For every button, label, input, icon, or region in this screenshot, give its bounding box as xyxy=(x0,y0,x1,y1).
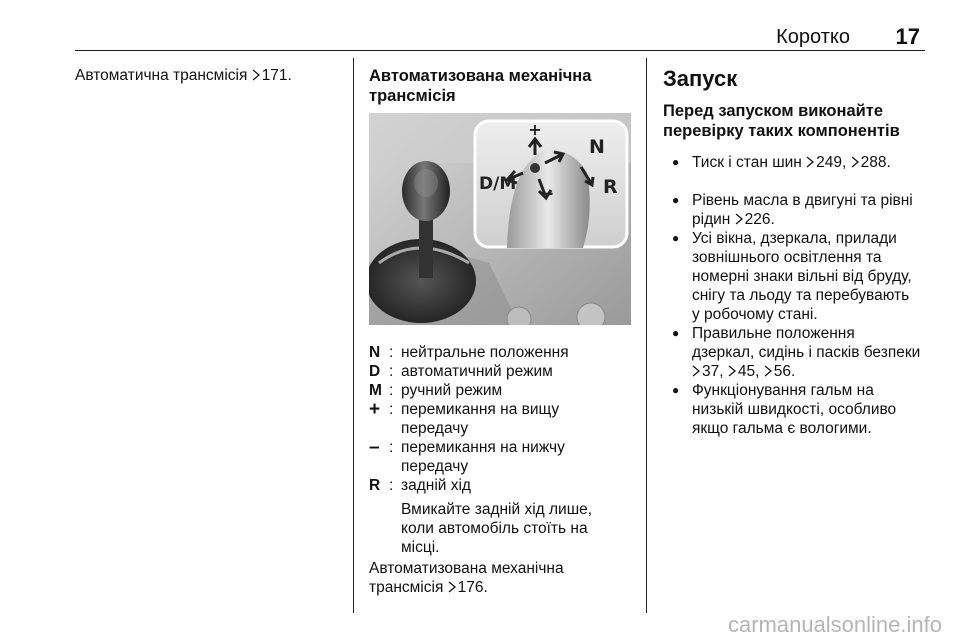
page-ref-arrow-icon xyxy=(764,365,772,377)
page-number: 17 xyxy=(895,24,920,49)
legend-colon: : xyxy=(389,401,394,418)
page-ref[interactable]: 56. xyxy=(773,363,796,380)
checklist-line xyxy=(692,400,942,419)
legend-text xyxy=(401,343,631,362)
legend-line: перемикання на нижчу xyxy=(401,439,565,456)
legend-line: автоматичний режим xyxy=(401,363,553,380)
figure-label-plus: + xyxy=(528,120,542,139)
footer-line xyxy=(369,578,639,597)
left-text: Автоматична трансмісія xyxy=(75,67,248,84)
page-ref[interactable]: 288. xyxy=(860,154,891,171)
page-ref-arrow-icon xyxy=(728,365,736,377)
reverse-note xyxy=(401,500,636,557)
subheading-line: Перед запуском виконайте xyxy=(663,102,884,120)
checklist-segment: якщо гальма є вологими. xyxy=(692,420,872,437)
bullet-icon: ● xyxy=(672,193,680,207)
checklist-line xyxy=(692,229,942,248)
heading-line: Автоматизована механічна xyxy=(369,67,592,85)
checklist-text xyxy=(692,229,942,324)
column-divider-left xyxy=(353,58,354,613)
checklist-segment: зовнішнього освітлення та xyxy=(692,249,882,266)
footer-text: трансмісія xyxy=(369,579,444,596)
legend-text xyxy=(401,400,631,438)
page-ref-arrow-icon xyxy=(448,581,456,593)
checklist-text xyxy=(692,324,942,381)
checklist-segment: рідин xyxy=(692,211,735,228)
checklist-line xyxy=(692,324,942,343)
checklist-line xyxy=(692,191,942,210)
running-header-title: Коротко xyxy=(776,26,850,48)
page-ref[interactable]: 226. xyxy=(744,211,775,228)
legend-line: задній хід xyxy=(401,477,471,494)
page-ref[interactable]: 37, xyxy=(702,363,728,380)
footer-line: Автоматизована механічна xyxy=(369,560,564,577)
legend-colon: : xyxy=(389,477,394,494)
legend-colon: : xyxy=(389,382,394,399)
checklist-text xyxy=(692,191,942,229)
figure-label-minus: – xyxy=(544,183,554,204)
checklist-segment: снігу та льоду та перебувають xyxy=(692,287,910,304)
figure-label-dm: D/M xyxy=(479,174,517,194)
legend-line: передачу xyxy=(401,420,469,437)
checklist-line xyxy=(692,248,942,267)
left-ref[interactable]: 171. xyxy=(261,67,292,84)
legend-text xyxy=(401,476,631,495)
checklist-line xyxy=(692,362,942,381)
legend-key: D xyxy=(369,363,381,380)
checklist-line xyxy=(692,419,942,438)
checklist-segment: низькій швидкості, особливо xyxy=(692,401,897,418)
heading-line: трансмісія xyxy=(369,87,456,105)
note-line: Вмикайте задній хід лише, xyxy=(401,501,593,518)
section-heading-start: Запуск xyxy=(663,66,738,91)
checklist-line xyxy=(692,381,942,400)
figure-label-n: N xyxy=(589,136,605,158)
checklist-text xyxy=(692,381,942,438)
legend-line: ручний режим xyxy=(401,382,503,399)
page-ref-arrow-icon xyxy=(692,365,700,377)
legend-text xyxy=(401,438,631,476)
header-rule xyxy=(75,50,925,51)
page-ref-arrow-icon xyxy=(735,213,743,225)
checklist-line xyxy=(692,305,942,324)
page-ref-arrow-icon xyxy=(851,156,859,168)
watermark: carmanualsonline.info xyxy=(727,612,942,637)
gear-selector-figure xyxy=(369,113,631,325)
legend-line: перемикання на вищу xyxy=(401,401,560,418)
checklist-segment: Правильне положення xyxy=(692,325,855,342)
bullet-icon: ● xyxy=(672,383,680,397)
footer-ref[interactable]: 176. xyxy=(457,579,488,596)
legend-colon: : xyxy=(389,363,394,380)
page-ref[interactable]: 45, xyxy=(737,363,764,380)
page-ref-arrow-icon xyxy=(252,69,260,81)
checklist-segment: Функціонування гальм на xyxy=(692,382,874,399)
checklist-segment: у робочому стані. xyxy=(692,306,818,323)
bullet-icon: ● xyxy=(672,326,680,340)
checklist-line xyxy=(692,210,942,229)
bullet-icon: ● xyxy=(672,155,680,169)
legend-line: нейтральне положення xyxy=(401,344,569,361)
note-line: місці. xyxy=(401,539,440,556)
legend-text xyxy=(401,381,631,400)
column-divider-right xyxy=(646,58,647,613)
legend-colon: : xyxy=(389,439,394,456)
checklist-segment: Рівень масла в двигуні та рівні xyxy=(692,192,913,209)
legend-colon: : xyxy=(389,344,394,361)
note-line: коли автомобіль стоїть на xyxy=(401,520,588,537)
page-ref-arrow-icon xyxy=(806,156,814,168)
legend-key: + xyxy=(369,399,381,420)
bullet-icon: ● xyxy=(672,231,680,245)
checklist-text xyxy=(692,153,942,172)
checklist-line xyxy=(692,153,942,172)
legend-key: M xyxy=(369,382,382,399)
amt-cross-reference xyxy=(369,559,639,597)
subheading-checks xyxy=(663,101,900,141)
checklist-line xyxy=(692,286,942,305)
legend-key: R xyxy=(369,477,381,494)
legend-key: N xyxy=(369,344,381,361)
figure-label-r: R xyxy=(603,176,618,198)
checklist-segment: дзеркал, сидінь і пасків безпеки xyxy=(692,344,921,361)
checklist-segment: Тиск і стан шин xyxy=(692,154,807,171)
left-column-text xyxy=(75,66,292,85)
section-heading-amt xyxy=(369,66,591,106)
legend-key: – xyxy=(369,437,380,458)
legend-text xyxy=(401,362,631,381)
checklist-line xyxy=(692,267,942,286)
subheading-line: перевірку таких компонентів xyxy=(663,122,900,140)
knob-center-icon xyxy=(530,163,540,173)
checklist-line xyxy=(692,343,942,362)
legend-line: передачу xyxy=(401,458,469,475)
checklist-segment: Усі вікна, дзеркала, прилади xyxy=(692,230,897,247)
checklist-segment: номерні знаки вільні від бруду, xyxy=(692,268,912,285)
page-ref[interactable]: 249, xyxy=(816,154,851,171)
